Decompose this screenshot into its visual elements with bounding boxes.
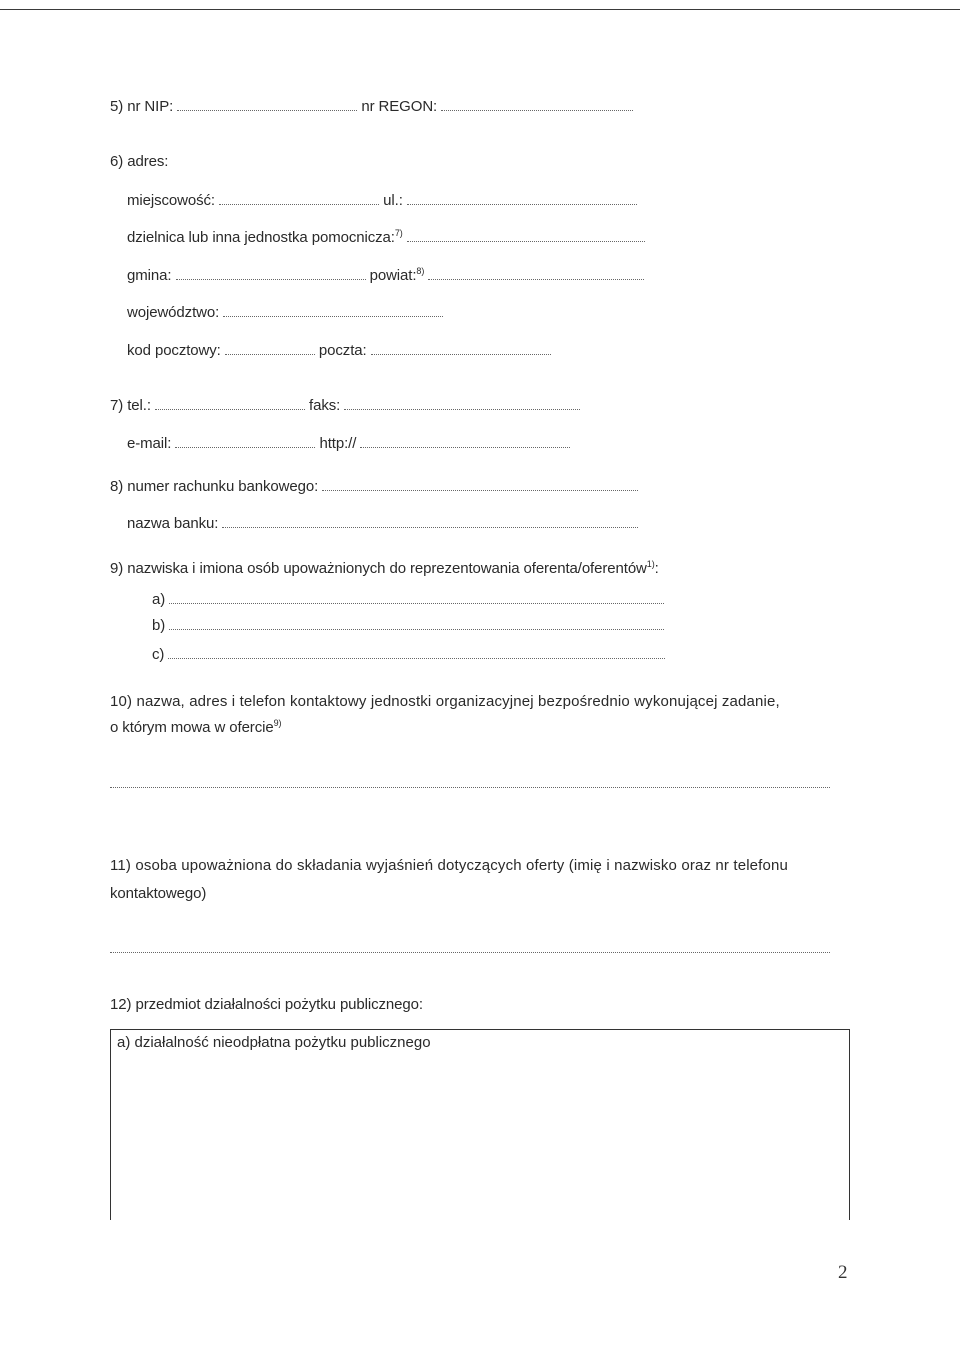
q11-line1: 11) osoba upoważniona do składania wyjaśnień dotyczących oferty (imię i nazwisko oraz nr telefonu [110,857,788,874]
miejscowosc-field[interactable] [219,194,379,205]
ul-label: ul.: [383,192,403,209]
nazwiska-row: 9) nazwiska i imiona osób upoważnionych do reprezentowania oferenta/oferentów$^{1)}$: [110,559,659,577]
http-label: http:// [319,435,357,452]
nip-regon-row [110,98,633,116]
poczta-field[interactable] [371,344,551,355]
box-label: a) działalność nieodpłatna pożytku publicznego [117,1034,431,1051]
miejscowosc-row [127,192,637,210]
nip-field[interactable] [177,100,357,111]
email-label: e-mail: [127,435,172,452]
item-c-label: c) [152,646,165,663]
nip-label: 5) nr NIP: [110,98,174,115]
top-rule [0,9,960,10]
regon-field[interactable] [441,100,633,111]
item-a-field[interactable] [169,593,664,604]
wojewodztwo-label: województwo: [127,304,220,321]
gmina-label: gmina: [127,267,172,284]
q10-footnote-ref: 9) [273,718,282,728]
q10-line2: o którym mowa w ofercie [110,719,274,736]
dzielnica-row [127,229,645,247]
rachunek-field[interactable] [322,480,638,491]
q12-label: 12) przedmiot działalności pożytku publicznego: [110,996,423,1013]
powiat-footnote-ref: 8) [416,266,425,276]
q11-line2: kontaktowego) [110,885,207,902]
kod-field[interactable] [225,344,315,355]
item-a-label: a) [152,591,166,608]
faks-field[interactable] [344,399,580,410]
ul-field[interactable] [407,194,637,205]
miejscowosc-label: miejscowość: [127,192,215,209]
rachunek-label: 8) numer rachunku bankowego: [110,478,319,495]
q10-line2-row [110,719,281,737]
adres-heading: 6) adres: [110,153,169,170]
http-field[interactable] [360,437,570,448]
kod-poczta-row [127,342,551,360]
nazwiska-footnote-ref: 1) [646,559,655,569]
powiat-label: powiat: [369,267,417,284]
bank-field[interactable] [222,517,638,528]
page-number: 2 [838,1262,848,1283]
item-b-field[interactable] [169,619,664,630]
kod-label: kod pocztowy: [127,342,221,359]
email-field[interactable] [175,437,315,448]
bank-label: nazwa banku: [127,515,219,532]
tel-field[interactable] [155,399,305,410]
regon-label: nr REGON: [361,98,438,115]
wojewodztwo-field[interactable] [223,306,443,317]
gmina-field[interactable] [176,269,366,280]
rachunek-row [110,478,638,496]
item-b-label: b) [152,617,166,634]
q11-answer-field[interactable] [110,952,830,953]
q10-answer-field[interactable] [110,787,830,788]
item-b-row [152,617,664,635]
item-a-row [152,591,664,609]
tel-label: 7) tel.: [110,397,151,414]
tel-faks-row [110,397,580,415]
dzielnica-footnote-ref: 7) [394,228,403,238]
item-c-field[interactable] [168,648,665,659]
powiat-field[interactable] [428,269,644,280]
dzialalnosc-nieodplatna-box[interactable] [110,1029,850,1220]
wojewodztwo-row [127,304,443,322]
email-http-row [127,435,570,453]
bank-row [127,515,638,533]
poczta-label: poczta: [318,342,367,359]
faks-label: faks: [309,397,341,414]
q10-line1: 10) nazwa, adres i telefon kontaktowy jednostki organizacyjnej bezpośrednio wykonującej zadanie, [110,693,780,710]
item-c-row [152,646,665,664]
nazwiska-label: 9) nazwiska i imiona osób upoważnionych do reprezentowania oferenta/oferentów [110,560,647,577]
gmina-row [127,267,644,285]
dzielnica-field[interactable] [407,231,645,242]
dzielnica-label: dzielnica lub inna jednostka pomocnicza: [127,229,395,246]
